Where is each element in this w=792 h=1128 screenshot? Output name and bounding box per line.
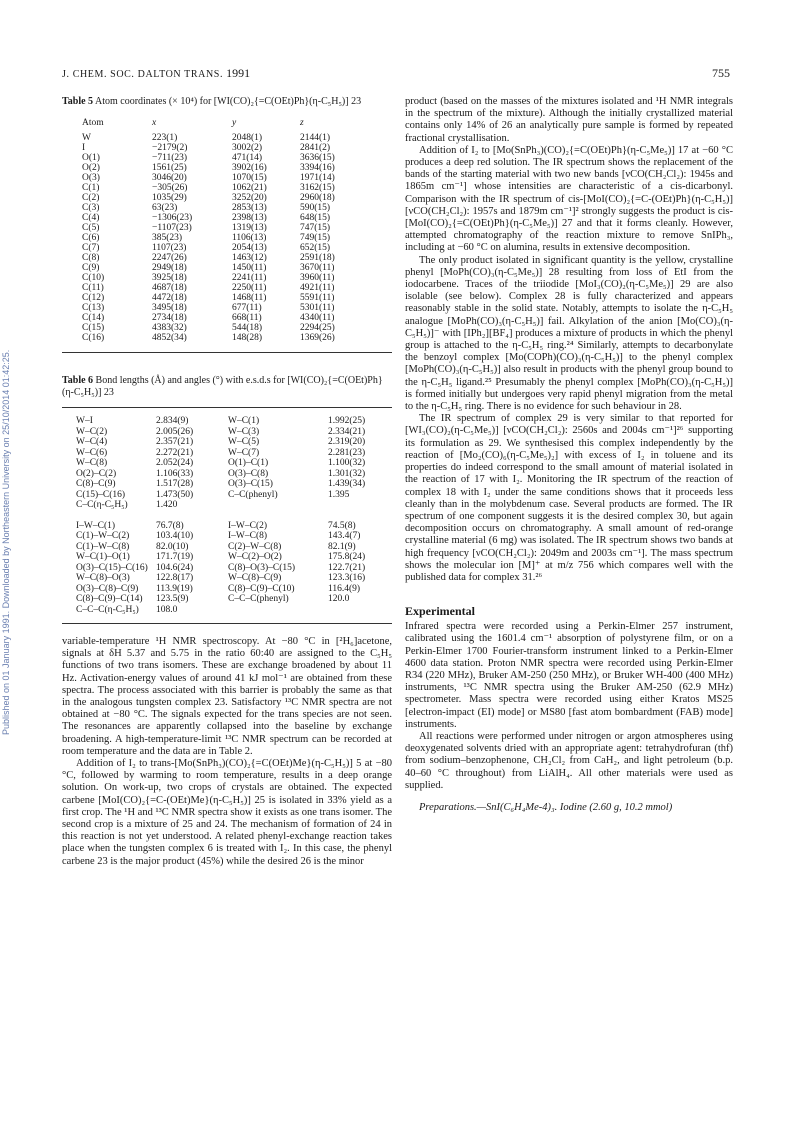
table-cell: 2054(13)	[232, 243, 267, 253]
table-cell: C(8)–C(9)	[76, 479, 116, 489]
experimental-section	[405, 604, 733, 814]
table-cell: 63(23)	[152, 203, 178, 213]
bond-table	[62, 416, 392, 615]
table-cell: 82.0(10)	[156, 541, 189, 552]
table-cell: W–C(7)	[228, 447, 260, 458]
table-cell: 2960(18)	[300, 193, 335, 203]
table-cell: 3925(18)	[152, 273, 187, 283]
table-cell: C(9)	[82, 263, 100, 273]
table-cell: 122.8(17)	[156, 573, 194, 583]
table-cell: 76.7(8)	[156, 520, 184, 531]
table-cell: 2.272(21)	[156, 447, 194, 458]
table-cell: 2144(1)	[300, 133, 331, 143]
table-cell: C(5)	[82, 223, 100, 233]
table-cell: 749(15)	[300, 233, 331, 243]
table-cell: 1561(25)	[152, 163, 187, 173]
paragraph: variable-temperature ¹H NMR spectroscopy. At −80 °C in [²H₆]acetone, signals at δH 5.37 and 5.75 in the ratio 60:40 are assigned to the C₅H₅ functions of two trans isomers. These are exchange broadened by about 11 Hz. Activation-energy values of around 41 kJ mol⁻¹ are obtained from these spectra. The process associated with this barrier is probably the same as that in the analogous tungsten complex 23. Satisfactory ¹³C NMR spectra are not obtained at −80 °C. The signals expected for the trans species are not seen. The resonances are apparently collapsed into the baseline by exchange broadening. A high-temperature-limit ¹³C NMR spectrum can be recorded at room temperature and the data are in Table 2.	[62, 636, 392, 757]
table-cell	[328, 500, 388, 511]
table-cell: 108.0	[156, 604, 178, 615]
table-cell: 1.420	[156, 500, 178, 510]
column-header: Atom	[82, 118, 104, 128]
paragraph: Addition of I₂ to [Mo(SnPh₃)(CO)₂{=C(OEt)Ph}(η-C₅Me₅)] 17 at −60 °C produces a deep red solution. The IR spectrum shows the replacement of the bands of the starting material with two new bands [νCO(CH₂Cl₂): 1945s and 1865m cm⁻¹] whose intensities are characteristic of a cis-dicarbonyl. Comparison with the IR spectrum of cis-[MoI(CO)₂{=C-(OEt)Ph}(η-C₅H₅)] [νCO(CH₂Cl₂): 1957s and 1879m cm⁻¹]² strongly suggests the product is cis-[MoI(CO)₂{=C(OEt)Ph}(η-C₅Me₅)] 27 and that it forms cleanly. However, attempted chromatography of the reaction mixture to remove SnIPh₃, including at −60 °C on alumina, results in extensive decomposition.	[405, 144, 733, 254]
table-cell: C(8)–O(3)–C(15)	[228, 562, 296, 573]
table-cell: 3670(11)	[300, 263, 335, 273]
table-cell: 1.473(50)	[156, 489, 194, 500]
table-cell: C–C–C(η-C₅H₅)	[76, 604, 139, 615]
table-cell: C–C(phenyl)	[228, 489, 278, 500]
table-row	[82, 193, 360, 203]
table-cell: 1971(14)	[300, 173, 335, 183]
table-cell	[328, 605, 388, 616]
table-cell: O(3)–C(8)–C(9)	[76, 583, 139, 594]
table-cell: 1463(12)	[232, 253, 267, 263]
table-row	[76, 594, 388, 605]
table-row	[76, 542, 388, 553]
table-cell: C(4)	[82, 213, 100, 223]
table-row	[76, 448, 388, 459]
table-cell: C(10)	[82, 273, 105, 283]
table-cell: O(2)–C(2)	[76, 468, 117, 479]
journal-year: 1991	[226, 66, 251, 80]
table-cell: 1.301(32)	[328, 468, 366, 479]
paragraph: All reactions were performed under nitrogen or argon atmospheres using deoxygenated solvents dried with an appropriate agent: tetrahydrofuran (thf) from sodium–benzophenone, CH₂Cl₂ from CaH₂, and light petroleum (b.p. 40–60 °C throughout) from LiAlH₄. All other materials were used as supplied.	[405, 730, 733, 791]
table-cell: 4340(11)	[300, 313, 335, 323]
table-cell: I–W–C(1)	[76, 520, 116, 531]
table-row	[76, 500, 388, 511]
left-column	[62, 96, 392, 868]
table-row	[76, 479, 388, 490]
table-cell: 3960(11)	[300, 273, 335, 283]
table-cell: C(15)	[82, 323, 105, 333]
table-cell: 652(15)	[300, 243, 331, 253]
table-cell: 2853(13)	[232, 203, 267, 213]
table-cell: 4921(11)	[300, 283, 335, 293]
table-row	[76, 605, 388, 616]
table-cell: 122.7(21)	[328, 562, 366, 573]
table6-label: Table 6	[62, 375, 94, 386]
table-cell: W–C(8)–O(3)	[76, 573, 130, 583]
table-cell: 1070(15)	[232, 173, 267, 183]
table-row	[76, 458, 388, 469]
table-cell: 3252(20)	[232, 193, 267, 203]
table-row	[76, 573, 388, 584]
table-cell: 2.005(26)	[156, 426, 194, 437]
table-row	[76, 427, 388, 438]
table-row	[82, 213, 360, 223]
table-cell: 2250(11)	[232, 283, 267, 293]
left-body-text	[62, 636, 392, 868]
table-cell: 1.106(33)	[156, 468, 194, 479]
column-header: y	[232, 118, 237, 128]
table-cell: −1306(23)	[152, 213, 193, 223]
table-cell: C(3)	[82, 203, 100, 213]
page-number: 755	[712, 66, 730, 80]
table-cell: −711(23)	[152, 153, 188, 163]
table-row	[82, 203, 360, 213]
table-cell: 1.517(28)	[156, 479, 194, 489]
table-cell: 2.052(24)	[156, 458, 194, 468]
table-cell: 3394(16)	[300, 163, 335, 173]
table-cell: 1468(11)	[232, 293, 267, 303]
right-column	[405, 96, 733, 814]
table-cell: 4383(32)	[152, 323, 187, 333]
table-row	[82, 163, 360, 173]
table-cell: 3902(16)	[232, 163, 267, 173]
table-cell: 3162(15)	[300, 183, 335, 193]
table-row	[76, 490, 388, 501]
table-row	[82, 133, 360, 143]
paragraph: The IR spectrum of complex 29 is very similar to that reported for [WI₃(CO)₂(η-C₅Me₅)] [νCO(CH₂Cl₂): 2560s and 2004s cm⁻¹]²⁶ supporting its formulation as 29. We synthesised this complex independently by the reaction of [Mo₂(CO)₆(η-C₅Me₅)₂] with excess of I₂ in toluene and its properties do indeed correspond to the small amount of material isolated in the reaction of 17 with I₂. Monitoring the IR spectrum of the reaction of complex 18 with I₂ under the same conditions shows that it proceeds less cleanly than in the molybdenum case. Several products are formed. The IR spectrum of one component suggests it is the desired complex 30, but again decomposition occurs on chromatography. A small amount of red-orange crystalline material (6 mg) was isolated. The IR spectrum shows two bands at high frequency [νCO(CH₂Cl₂): 2049m and 2003s cm⁻¹]. The mass spectrum shows the molecular ion [M]⁺ at m/z 756 which compares well with the published data for complex 31.²⁶	[405, 413, 733, 583]
download-watermark: Published on 01 January 1991. Downloaded by Northeastern University on 25/10/2014 01:42:25.	[1, 349, 11, 735]
table-cell: O(3)–C(15)	[228, 479, 273, 489]
table-row	[82, 303, 360, 313]
table-cell: C(1)–W–C(8)	[76, 541, 130, 552]
table-cell: C(8)–C(9)–C(14)	[76, 594, 143, 604]
table-cell	[228, 605, 328, 616]
table-row	[82, 173, 360, 183]
table-cell: 2241(11)	[232, 273, 267, 283]
table-cell: 1450(11)	[232, 263, 267, 273]
table-cell: W–C(2)	[76, 426, 108, 437]
table-cell: 1369(26)	[300, 333, 335, 343]
table-cell: −1107(23)	[152, 223, 192, 233]
table-cell: 1.439(34)	[328, 479, 366, 489]
table-row	[76, 531, 388, 542]
table-cell: 2.334(21)	[328, 426, 366, 437]
table-row	[82, 253, 360, 263]
table-cell: W–C(1)	[228, 416, 260, 426]
table-cell: W–C(3)	[228, 426, 260, 437]
table-cell: 1106(13)	[232, 233, 267, 243]
table5-label: Table 5	[62, 96, 94, 107]
table-row	[82, 223, 360, 233]
table-cell: O(3)	[82, 173, 100, 183]
table-cell: 5591(11)	[300, 293, 335, 303]
table-cell: −2179(2)	[152, 143, 188, 153]
paragraph: Addition of I₂ to trans-[Mo(SnPh₃)(CO)₂{=C(OEt)Me}(η-C₅H₅)] 5 at −80 °C, followed by warming to room temperature, results in a deep orange solution. On work-up, two crops of crystals are obtained. The expected carbene [MoI(CO)₂{=C-(OEt)Me}(η-C₅H₅)] 25 is isolated in 33% yield as a first crop. The ¹H and ¹³C NMR spectra show it exists as one trans isomer. The second crop is a mixture of 25 and 24. The mechanism of formation of 24 in this reaction is not yet understood. A related phenyl-exchange reaction takes place when the tungsten complex 6 is treated with I₂. In this case, the phenyl carbene 23 is the major product (45%) while the desired 26 is the minor	[62, 758, 392, 867]
table-cell: 2294(25)	[300, 323, 335, 333]
table6-caption-text: Bond lengths (Å) and angles (°) with e.s.d.s for [WI(CO)₂{=C(OEt)Ph}(η-C₅H₅)] 23	[62, 375, 383, 398]
table-row	[82, 333, 360, 343]
table-cell: C(2)	[82, 193, 100, 203]
table-cell: 471(14)	[232, 153, 263, 163]
table-cell: 590(15)	[300, 203, 331, 213]
table-cell: O(3)–C(8)	[228, 468, 269, 479]
table-cell: 2591(18)	[300, 253, 335, 263]
table-row	[82, 273, 360, 283]
table-cell: 1035(29)	[152, 193, 187, 203]
table-cell: 123.3(16)	[328, 573, 366, 583]
table-cell: O(2)	[82, 163, 100, 173]
paragraph: product (based on the masses of the mixtures isolated and ¹H NMR integrals in the spectrum of the mixture). Although the initially crystallized material contains only 14% of 26 an analytically pure sample is formed by repeated fractional crystallisation.	[405, 96, 733, 144]
table-cell: C(8)	[82, 253, 100, 263]
table-cell: C–C(η-C₅H₅)	[76, 500, 128, 510]
table-rule	[62, 407, 392, 408]
table-cell: O(3)–C(15)–C(16)	[76, 562, 148, 573]
table-cell: C(15)–C(16)	[76, 489, 126, 500]
table-cell: W–C(8)–C(9)	[228, 573, 282, 583]
table-cell: C(1)–W–C(2)	[76, 531, 130, 541]
table-cell	[228, 500, 328, 511]
table-cell: 677(11)	[232, 303, 262, 313]
running-header	[62, 66, 250, 81]
table-cell: 2.281(23)	[328, 447, 366, 458]
table5-caption	[62, 96, 392, 108]
table-cell: W	[82, 133, 91, 143]
table-cell: C(8)–C(9)–C(10)	[228, 583, 295, 594]
table-cell: 1.100(32)	[328, 458, 366, 468]
table-cell: 82.1(9)	[328, 541, 356, 552]
table-row	[82, 153, 360, 163]
table-cell: 2048(1)	[232, 133, 263, 143]
bond-table-body	[76, 416, 388, 615]
table-cell: 747(15)	[300, 223, 331, 233]
table-cell: C(11)	[82, 283, 104, 293]
table-row	[82, 283, 360, 293]
table-cell: 3495(18)	[152, 303, 187, 313]
table-cell: C(1)	[82, 183, 100, 193]
section-heading: Experimental	[405, 604, 475, 619]
column-header: x	[152, 118, 157, 128]
table-rule	[62, 352, 392, 353]
table-cell: I–W–C(2)	[228, 520, 268, 531]
table-row	[76, 469, 388, 480]
table-rule	[62, 623, 392, 624]
table-cell: W–C(2)–O(2)	[228, 552, 282, 562]
table-cell: W–I	[76, 416, 93, 426]
paragraph: The only product isolated in significant quantity is the yellow, crystalline phenyl [MoPh(CO)₃(η-C₅Me₅)] 28 resulting from loss of EtI from the iodocarbene. Traces of the triiodide [MoI₃(CO)₂(η-C₅Me₅)] 29 are also isolable (see below). Complex 28 is fully characterized and appears reasonably stable in the solid state. Notably, attempts to isolate the η-C₅H₅ analogue [MoPh(CO)₃(η-C₅H₅)] fail. Alkylation of the anion [Mo(CO)₃(η-C₅H₅)]⁻ with [IPh₂][BF₄] produces a mixture of products in which the phenyl group is attached to the η-C₅H₅ ring.²⁴ Similarly, attempts to decarbonylate the benzoyl complex [Mo(COPh)(CO)₃(η-C₅H₅)] to the phenyl complex [MoPh(CO)₃(η-C₅H₅)] also result in products with the phenyl group bound to the η-C₅H₅ ligand.²⁵ Presumably the phenyl complex [MoPh(CO)₃(η-C₅H₅)] is formed initially but undergoes very rapid phenyl migration from the metal to the η-C₅H₅ ring. There is no evidence for such behaviour in 28.	[405, 254, 733, 413]
table-cell: I–W–C(8)	[228, 531, 268, 541]
atom-coordinates-table	[62, 118, 392, 343]
journal-name: J. CHEM. SOC. DALTON TRANS.	[62, 69, 224, 80]
table-cell: 385(23)	[152, 233, 183, 243]
table-row	[76, 521, 388, 532]
table-spacer	[76, 511, 388, 521]
table-row	[82, 313, 360, 323]
table-cell: 116.4(9)	[328, 583, 361, 594]
table-cell: C(16)	[82, 333, 105, 343]
table-cell: 1062(21)	[232, 183, 267, 193]
table-cell: C(6)	[82, 233, 100, 243]
table-cell: W–C(4)	[76, 437, 108, 447]
table-cell: C(12)	[82, 293, 105, 303]
paragraph: Preparations.—SnI(C₆H₄Me-4)₃. Iodine (2.60 g, 10.2 mmol)	[419, 801, 673, 813]
table-cell: 5301(11)	[300, 303, 335, 313]
table-row	[82, 243, 360, 253]
table-cell: O(1)–C(1)	[228, 458, 269, 468]
table-cell: O(1)	[82, 153, 100, 163]
table-cell: 668(11)	[232, 313, 262, 323]
table-cell: 1.395	[328, 489, 350, 500]
table-cell: 1319(13)	[232, 223, 267, 233]
table-cell: 2841(2)	[300, 143, 331, 153]
table-cell: 2.319(20)	[328, 437, 366, 447]
table-row	[82, 233, 360, 243]
table-cell: W–C(8)	[76, 458, 108, 468]
table-row	[76, 563, 388, 574]
table-row	[82, 183, 360, 193]
table-cell: 1107(23)	[152, 243, 187, 253]
table-cell: 4472(18)	[152, 293, 187, 303]
table-cell: 3046(20)	[152, 173, 187, 183]
table-row	[82, 263, 360, 273]
table-cell: 113.9(19)	[156, 583, 193, 594]
table-row	[82, 293, 360, 303]
table-cell: W–C(6)	[76, 447, 108, 458]
table-row	[76, 416, 388, 427]
table-cell: 2949(18)	[152, 263, 187, 273]
table-cell: 175.8(24)	[328, 552, 366, 562]
table-cell: 648(15)	[300, 213, 331, 223]
table-cell: 2734(18)	[152, 313, 187, 323]
table-cell: 104.6(24)	[156, 562, 194, 573]
table-cell: 74.5(8)	[328, 520, 356, 531]
table-cell: C(2)–W–C(8)	[228, 541, 282, 552]
table-cell: 2.357(21)	[156, 437, 194, 447]
paragraph: Infrared spectra were recorded using a Perkin-Elmer 257 instrument, calibrated using the 1601.4 cm⁻¹ absorption of polystyrene film, or on a Perkin-Elmer 1700 Fourier-transform instrument linked to a Perkin-Elmer 4600 data station. Proton NMR spectra were recorded using Perkin-Elmer R34 (220 MHz), Bruker AM-250 (250 MHz), or Bruker WH-400 (400 MHz) instruments, ¹³C NMR spectra using the Bruker AM-250 (62.9 MHz) spectrometer. Mass spectra were recorded using either Kratos MS25 [electron-impact (EI) mode] or MS80 [fast atom bombardment (FAB) mode] instruments.	[405, 621, 733, 730]
table-cell: 120.0	[328, 594, 350, 604]
table-cell: 4687(18)	[152, 283, 187, 293]
table-cell: W–C(5)	[228, 437, 260, 447]
table-cell: 2.834(9)	[156, 416, 189, 426]
table-cell: 223(1)	[152, 133, 178, 143]
table-cell: 123.5(9)	[156, 594, 189, 604]
table-cell: 143.4(7)	[328, 531, 361, 541]
table-cell: −305(26)	[152, 183, 188, 193]
table-cell: C(13)	[82, 303, 105, 313]
table-cell: C–C–C(phenyl)	[228, 594, 289, 604]
table-cell: 3002(2)	[232, 143, 263, 153]
table-row	[82, 323, 360, 333]
table-cell: C(7)	[82, 243, 100, 253]
table-cell: W–C(1)–O(1)	[76, 552, 130, 562]
table-cell: 171.7(19)	[156, 552, 194, 562]
table-cell: I	[82, 143, 86, 153]
table-cell: 2398(13)	[232, 213, 267, 223]
table-row	[76, 437, 388, 448]
table5-caption-text: Atom coordinates (× 10⁴) for [WI(CO)₂{=C(OEt)Ph}(η-C₅H₅)] 23	[94, 96, 362, 107]
table-row	[76, 584, 388, 595]
table-cell: C(14)	[82, 313, 105, 323]
table-cell: 2247(26)	[152, 253, 187, 263]
table-cell: 103.4(10)	[156, 531, 194, 541]
table-cell: 148(28)	[232, 333, 263, 343]
column-header: z	[300, 118, 304, 128]
table6-caption	[62, 375, 392, 399]
atom-table-body	[82, 133, 360, 343]
table-row	[76, 552, 388, 563]
table-cell: 1.992(25)	[328, 416, 366, 426]
table-header-row	[82, 118, 360, 133]
table-cell: 4852(34)	[152, 333, 187, 343]
table-row	[82, 143, 360, 153]
table-cell: 3636(15)	[300, 153, 335, 163]
table-cell: 544(18)	[232, 323, 263, 333]
